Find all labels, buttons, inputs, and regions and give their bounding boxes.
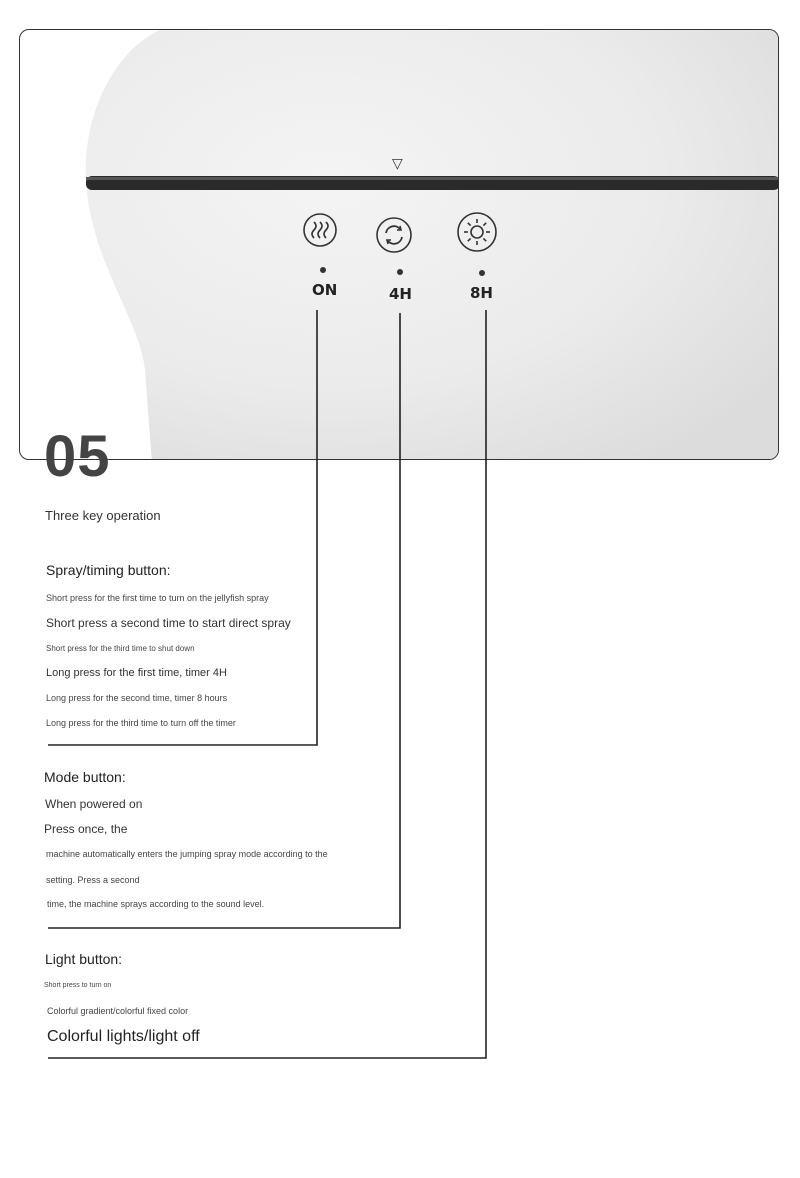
spray-line-2: Short press a second time to start direct spray — [46, 616, 291, 630]
on-leader — [48, 310, 317, 745]
mode-line-1: When powered on — [45, 797, 143, 811]
8h-label: 8H — [470, 284, 493, 302]
spray-line-5: Long press for the second time, timer 8 hours — [46, 693, 228, 703]
section-title: Three key operation — [45, 508, 161, 523]
mode-line-2: Press once, the — [44, 822, 128, 836]
8h-leader — [48, 310, 486, 1058]
light-line-2: Colorful gradient/colorful fixed color — [47, 1006, 189, 1016]
spray-line-3: Short press for the third time to shut down — [46, 644, 195, 653]
4h-leader — [48, 313, 400, 928]
4h-label: 4H — [389, 285, 412, 303]
spray-line-4: Long press for the first time, timer 4H — [46, 667, 227, 679]
light-heading: Light button: — [45, 951, 123, 967]
on-label: ON — [312, 281, 338, 299]
mode-line-3: machine automatically enters the jumping spray mode according to the — [46, 849, 328, 859]
spray-line-6: Long press for the third time to turn off the timer — [46, 718, 236, 728]
spray-heading: Spray/timing button: — [46, 562, 171, 578]
light-line-1: Short press to turn on — [44, 982, 112, 989]
light-line-3: Colorful lights/light off — [47, 1028, 200, 1045]
indicator-arrow: ▽ — [392, 156, 403, 172]
spray-line-1: Short press for the first time to turn on the jellyfish spray — [46, 593, 269, 603]
section-number: 05 — [44, 424, 111, 489]
mode-heading: Mode button: — [44, 769, 126, 785]
mode-line-4: setting. Press a second — [46, 875, 140, 885]
mode-line-5: time, the machine sprays according to the sound level. — [47, 899, 265, 909]
